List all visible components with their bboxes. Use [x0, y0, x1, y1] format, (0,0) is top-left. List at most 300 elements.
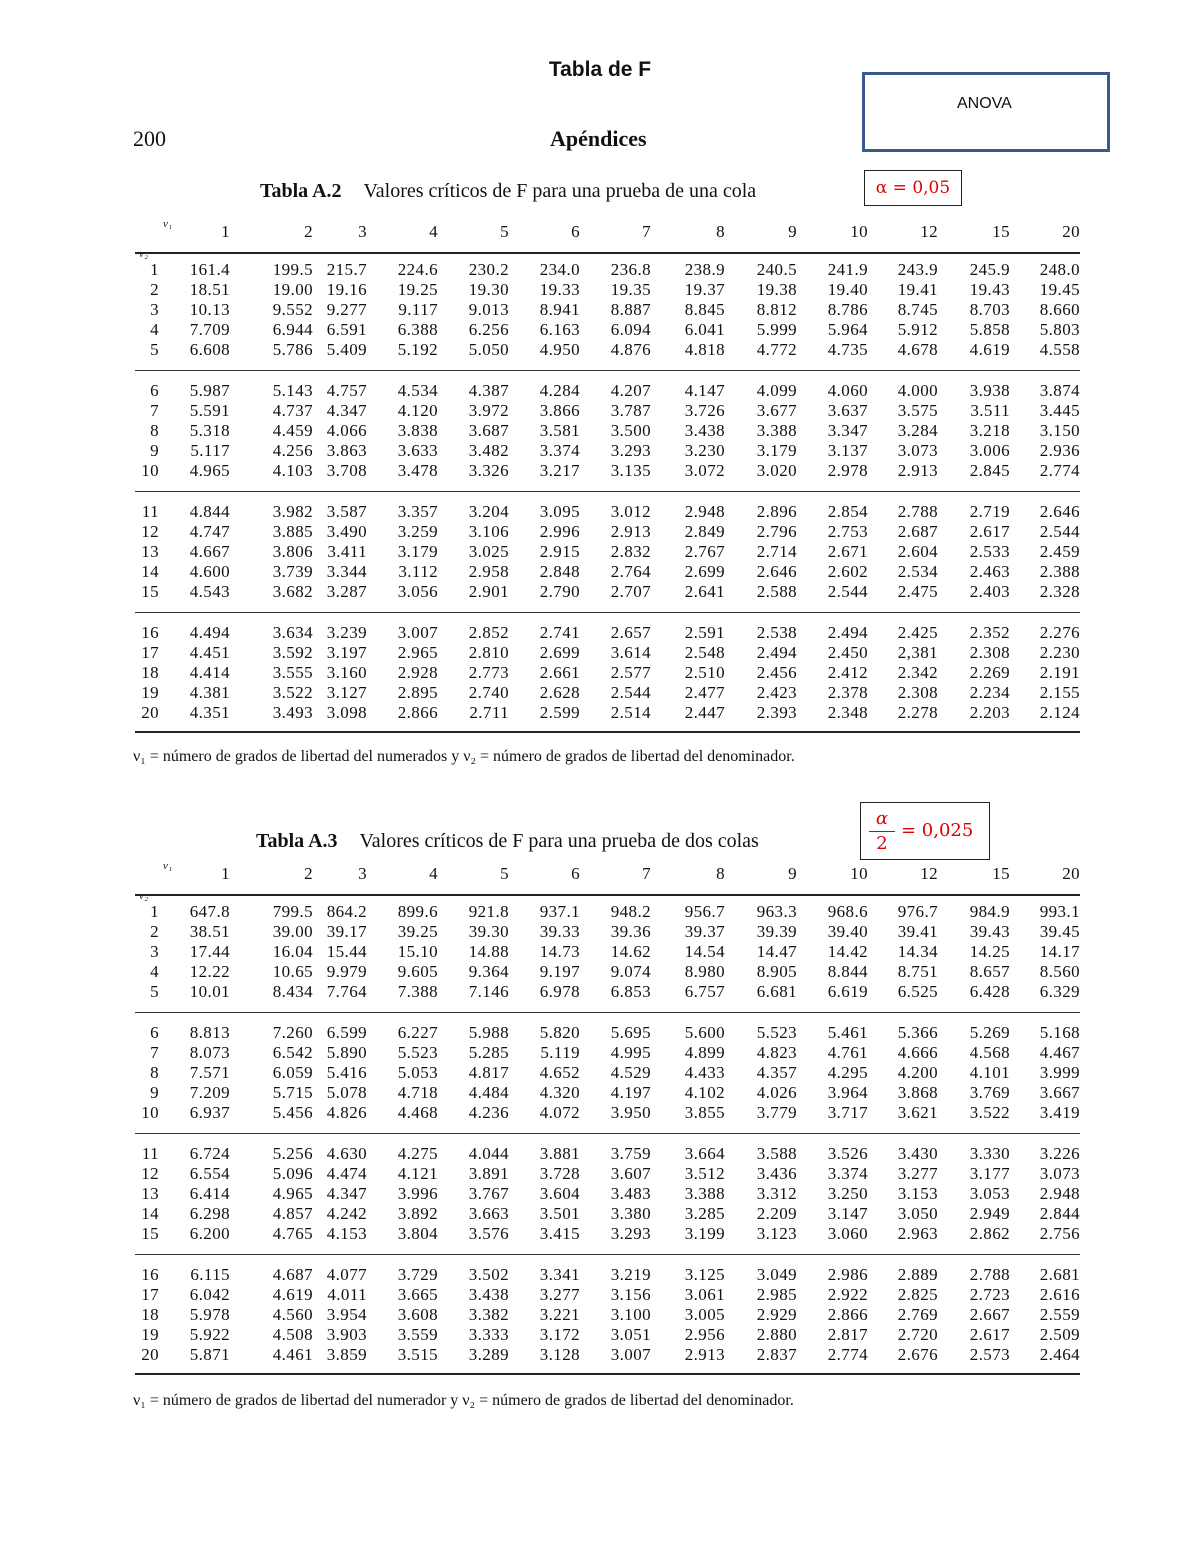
table-row — [135, 542, 1080, 562]
table-cell: 3.150 — [1039, 421, 1080, 440]
table-cell: 2.538 — [756, 623, 797, 642]
table-cell: 3.388 — [684, 1184, 725, 1203]
table-cell: 3.483 — [610, 1184, 651, 1203]
table-cell: 6.428 — [969, 982, 1010, 1001]
table-cell: 5.256 — [272, 1144, 313, 1163]
table-cell: 2.573 — [969, 1345, 1010, 1364]
row-label: 13 — [141, 1184, 159, 1203]
table-cell: 3.217 — [539, 461, 580, 480]
row-label: 19 — [141, 683, 159, 702]
group-divider — [135, 1254, 1080, 1255]
table-cell: 3.739 — [272, 562, 313, 581]
alpha-numerator: α — [875, 808, 889, 829]
table-row — [135, 1063, 1080, 1083]
table-cell: 2.591 — [684, 623, 725, 642]
table-cell: 10.13 — [189, 300, 230, 319]
table-cell: 3.312 — [756, 1184, 797, 1203]
table-a3-caption-text: Valores críticos de F para una prueba de dos colas — [359, 830, 759, 852]
table-cell: 4.451 — [189, 643, 230, 662]
table-a2-footnote: ν₁ = número de grados de libertad del numerados y ν₂ = número de grados de libertad del denominador. — [133, 748, 795, 765]
table-cell: 8.812 — [756, 300, 797, 319]
table-row — [135, 381, 1080, 401]
table-cell: 4.099 — [756, 381, 797, 400]
table-cell: 4.433 — [684, 1063, 725, 1082]
table-cell: 2.756 — [1039, 1224, 1080, 1243]
table-cell: 7.209 — [189, 1083, 230, 1102]
table-cell: 4.295 — [827, 1063, 868, 1082]
table-cell: 5.999 — [756, 320, 797, 339]
table-cell: 3.179 — [756, 441, 797, 460]
table-row — [135, 340, 1080, 360]
table-cell: 3.289 — [468, 1345, 509, 1364]
table-cell: 2.711 — [469, 703, 509, 722]
table-row — [135, 643, 1080, 663]
table-cell: 240.5 — [756, 260, 797, 279]
table-cell: 2.796 — [756, 522, 797, 541]
table-cell: 3.007 — [397, 623, 438, 642]
table-cell: 993.1 — [1039, 902, 1080, 921]
column-header: 20 — [1062, 864, 1080, 883]
table-cell: 6.329 — [1039, 982, 1080, 1001]
table-cell: 3.522 — [272, 683, 313, 702]
table-cell: 8.745 — [897, 300, 938, 319]
table-cell: 8.751 — [897, 962, 938, 981]
table-cell: 3.127 — [326, 683, 367, 702]
table-cell: 4.153 — [326, 1224, 367, 1243]
table-cell: 15.44 — [326, 942, 367, 961]
table-cell: 3.634 — [272, 623, 313, 642]
table-cell: 3.855 — [684, 1103, 725, 1122]
table-cell: 3.664 — [684, 1144, 725, 1163]
table-cell: 5.318 — [189, 421, 230, 440]
table-cell: 19.16 — [326, 280, 367, 299]
table-cell: 2.769 — [897, 1305, 938, 1324]
table-cell: 3.153 — [897, 1184, 938, 1203]
table-cell: 243.9 — [897, 260, 938, 279]
row-label: 2 — [150, 922, 159, 941]
table-cell: 39.37 — [684, 922, 725, 941]
table-cell: 4.857 — [272, 1204, 313, 1223]
table-cell: 6.042 — [189, 1285, 230, 1304]
table-cell: 4.347 — [326, 401, 367, 420]
table-cell: 3.891 — [468, 1164, 509, 1183]
table-cell: 3.787 — [610, 401, 651, 420]
table-cell: 3.604 — [539, 1184, 580, 1203]
table-cell: 968.6 — [827, 902, 868, 921]
table-cell: 6.414 — [189, 1184, 230, 1203]
table-cell: 15.10 — [397, 942, 438, 961]
table-cell: 3.436 — [756, 1164, 797, 1183]
table-cell: 2.889 — [897, 1265, 938, 1284]
table-cell: 3.522 — [969, 1103, 1010, 1122]
table-cell: 2.699 — [539, 643, 580, 662]
table-cell: 4.508 — [272, 1325, 313, 1344]
table-a2 — [135, 218, 1080, 733]
table-cell: 2.866 — [827, 1305, 868, 1324]
table-cell: 984.9 — [969, 902, 1010, 921]
row-label: 17 — [141, 643, 159, 662]
table-cell: 39.00 — [272, 922, 313, 941]
table-row — [135, 300, 1080, 320]
table-cell: 3.230 — [684, 441, 725, 460]
row-label: 4 — [150, 320, 159, 339]
table-cell: 6.542 — [272, 1043, 313, 1062]
bottom-rule — [135, 731, 1080, 733]
table-row — [135, 1265, 1080, 1285]
table-cell: 4.965 — [189, 461, 230, 480]
table-cell: 4.060 — [827, 381, 868, 400]
table-a3-label: Tabla A.3 — [256, 830, 338, 852]
table-cell: 2.720 — [897, 1325, 938, 1344]
table-cell: 4.876 — [610, 340, 651, 359]
column-header: 20 — [1062, 222, 1080, 241]
table-cell: 3.007 — [610, 1345, 651, 1364]
column-header: 7 — [642, 864, 651, 883]
row-label: 18 — [141, 1305, 159, 1324]
table-cell: 2.617 — [969, 522, 1010, 541]
table-cell: 8.844 — [827, 962, 868, 981]
table-cell: 8.560 — [1039, 962, 1080, 981]
nu1-label: ν₁ — [163, 860, 173, 872]
table-cell: 2.308 — [897, 683, 938, 702]
column-header: 6 — [571, 864, 580, 883]
table-cell: 4.103 — [272, 461, 313, 480]
table-cell: 224.6 — [397, 260, 438, 279]
table-cell: 2.741 — [539, 623, 580, 642]
table-cell: 9.979 — [326, 962, 367, 981]
table-cell: 39.41 — [897, 922, 938, 941]
table-cell: 4.207 — [610, 381, 651, 400]
table-cell: 3.892 — [397, 1204, 438, 1223]
table-cell: 3.874 — [1039, 381, 1080, 400]
table-cell: 4.560 — [272, 1305, 313, 1324]
table-cell: 5.600 — [684, 1023, 725, 1042]
table-cell: 2.230 — [1039, 643, 1080, 662]
table-cell: 921.8 — [468, 902, 509, 921]
table-cell: 7.571 — [189, 1063, 230, 1082]
table-cell: 4.044 — [468, 1144, 509, 1163]
table-cell: 2.848 — [539, 562, 580, 581]
table-cell: 3.982 — [272, 502, 313, 521]
table-cell: 3.221 — [539, 1305, 580, 1324]
table-row — [135, 582, 1080, 602]
table-cell: 5.192 — [397, 340, 438, 359]
row-label: 10 — [141, 461, 159, 480]
column-header: 6 — [571, 222, 580, 241]
table-cell: 899.6 — [397, 902, 438, 921]
table-cell: 4.818 — [684, 340, 725, 359]
table-cell: 2.832 — [610, 542, 651, 561]
row-label: 4 — [150, 962, 159, 981]
row-label: 8 — [150, 1063, 159, 1082]
table-cell: 2.534 — [897, 562, 938, 581]
table-cell: 3.277 — [539, 1285, 580, 1304]
column-header: 2 — [304, 222, 313, 241]
table-cell: 9.013 — [468, 300, 509, 319]
row-label: 16 — [141, 623, 159, 642]
group-divider — [135, 1133, 1080, 1134]
table-cell: 19.37 — [684, 280, 725, 299]
table-cell: 2.915 — [539, 542, 580, 561]
table-cell: 2,381 — [897, 643, 938, 662]
row-label: 2 — [150, 280, 159, 299]
table-cell: 5.820 — [539, 1023, 580, 1042]
row-label: 17 — [141, 1285, 159, 1304]
alpha-denominator: 2 — [876, 833, 888, 854]
table-cell: 2.388 — [1039, 562, 1080, 581]
table-cell: 2.849 — [684, 522, 725, 541]
table-cell: 2.617 — [969, 1325, 1010, 1344]
table-cell: 199.5 — [272, 260, 313, 279]
anova-label: ANOVA — [957, 95, 1012, 112]
table-cell: 2.753 — [827, 522, 868, 541]
table-cell: 2.896 — [756, 502, 797, 521]
table-cell: 19.41 — [897, 280, 938, 299]
table-cell: 3.020 — [756, 461, 797, 480]
table-cell: 39.30 — [468, 922, 509, 941]
table-cell: 5.987 — [189, 381, 230, 400]
table-cell: 8.980 — [684, 962, 725, 981]
table-cell: 2.996 — [539, 522, 580, 541]
table-cell: 2.269 — [969, 663, 1010, 682]
header-rule — [135, 894, 1080, 896]
row-label: 7 — [150, 1043, 159, 1062]
table-row — [135, 1043, 1080, 1063]
table-cell: 3.177 — [969, 1164, 1010, 1183]
table-cell: 2.862 — [969, 1224, 1010, 1243]
table-cell: 3.614 — [610, 643, 651, 662]
table-cell: 4.474 — [326, 1164, 367, 1183]
table-row — [135, 280, 1080, 300]
table-cell: 4.414 — [189, 663, 230, 682]
table-cell: 2.986 — [827, 1265, 868, 1284]
table-cell: 4.950 — [539, 340, 580, 359]
table-cell: 3.838 — [397, 421, 438, 440]
table-cell: 3.259 — [397, 522, 438, 541]
column-header: 3 — [358, 222, 367, 241]
column-header: 5 — [500, 222, 509, 241]
table-cell: 4.543 — [189, 582, 230, 601]
row-label: 19 — [141, 1325, 159, 1344]
nu2-label: ν₂ — [139, 248, 149, 260]
column-header: 9 — [788, 222, 797, 241]
table-cell: 4.718 — [397, 1083, 438, 1102]
alpha-value: = 0,025 — [901, 820, 974, 841]
row-label: 14 — [141, 1204, 159, 1223]
table-cell: 4.468 — [397, 1103, 438, 1122]
table-cell: 38.51 — [189, 922, 230, 941]
table-cell: 3.137 — [827, 441, 868, 460]
table-cell: 2.774 — [1039, 461, 1080, 480]
alpha-box-one-tail: α = 0,05 — [864, 170, 962, 206]
table-cell: 39.36 — [610, 922, 651, 941]
table-row — [135, 962, 1080, 982]
table-cell: 9.364 — [468, 962, 509, 981]
table-cell: 4.747 — [189, 522, 230, 541]
table-cell: 4.461 — [272, 1345, 313, 1364]
column-header: 7 — [642, 222, 651, 241]
table-cell: 3.438 — [468, 1285, 509, 1304]
table-cell: 2.774 — [827, 1345, 868, 1364]
table-cell: 4.823 — [756, 1043, 797, 1062]
table-cell: 4.200 — [897, 1063, 938, 1082]
table-cell: 39.25 — [397, 922, 438, 941]
table-cell: 2.723 — [969, 1285, 1010, 1304]
table-cell: 17.44 — [189, 942, 230, 961]
table-cell: 2.767 — [684, 542, 725, 561]
table-cell: 6.298 — [189, 1204, 230, 1223]
table-cell: 2.348 — [827, 703, 868, 722]
table-cell: 5.053 — [397, 1063, 438, 1082]
group-divider — [135, 612, 1080, 613]
table-cell: 4.387 — [468, 381, 509, 400]
table-cell: 19.30 — [468, 280, 509, 299]
table-cell: 215.7 — [326, 260, 367, 279]
table-cell: 2.278 — [897, 703, 938, 722]
row-label: 7 — [150, 401, 159, 420]
table-cell: 2.963 — [897, 1224, 938, 1243]
column-header: 9 — [788, 864, 797, 883]
table-cell: 14.34 — [897, 942, 938, 961]
table-cell: 2.447 — [684, 703, 725, 722]
column-header: 2 — [304, 864, 313, 883]
table-cell: 3.125 — [684, 1265, 725, 1284]
table-cell: 4.102 — [684, 1083, 725, 1102]
table-cell: 236.8 — [610, 260, 651, 279]
row-label: 20 — [141, 703, 159, 722]
table-cell: 5.050 — [468, 340, 509, 359]
header-rule — [135, 252, 1080, 254]
table-cell: 6.525 — [897, 982, 938, 1001]
table-cell: 2.403 — [969, 582, 1010, 601]
table-cell: 2.866 — [397, 703, 438, 722]
table-cell: 5.078 — [326, 1083, 367, 1102]
table-cell: 5.591 — [189, 401, 230, 420]
table-cell: 6.937 — [189, 1103, 230, 1122]
table-cell: 3.284 — [897, 421, 938, 440]
table-cell: 4.737 — [272, 401, 313, 420]
table-cell: 5.523 — [397, 1043, 438, 1062]
nu2-label: ν₂ — [139, 890, 149, 902]
table-cell: 5.786 — [272, 340, 313, 359]
table-cell: 5.143 — [272, 381, 313, 400]
table-cell: 2.810 — [468, 643, 509, 662]
table-row — [135, 1204, 1080, 1224]
table-cell: 2.577 — [610, 663, 651, 682]
table-cell: 6.227 — [397, 1023, 438, 1042]
table-cell: 2.155 — [1039, 683, 1080, 702]
table-cell: 3.100 — [610, 1305, 651, 1324]
table-cell: 3.868 — [897, 1083, 938, 1102]
table-cell: 4.236 — [468, 1103, 509, 1122]
table-cell: 3.344 — [326, 562, 367, 581]
table-cell: 3.005 — [684, 1305, 725, 1324]
table-cell: 5.922 — [189, 1325, 230, 1344]
table-cell: 5.117 — [190, 441, 230, 460]
table-cell: 7.146 — [468, 982, 509, 1001]
table-cell: 10.01 — [189, 982, 230, 1001]
table-cell: 2.788 — [969, 1265, 1010, 1284]
table-cell: 3.576 — [468, 1224, 509, 1243]
table-cell: 5.119 — [540, 1043, 580, 1062]
row-group — [135, 260, 1080, 360]
table-cell: 3.073 — [897, 441, 938, 460]
table-cell: 3.156 — [610, 1285, 651, 1304]
column-header: 4 — [429, 864, 438, 883]
table-cell: 8.657 — [969, 962, 1010, 981]
row-label: 5 — [150, 982, 159, 1001]
table-cell: 6.388 — [397, 320, 438, 339]
table-cell: 19.33 — [539, 280, 580, 299]
table-cell: 5.978 — [189, 1305, 230, 1324]
table-cell: 6.944 — [272, 320, 313, 339]
table-cell: 2.922 — [827, 1285, 868, 1304]
table-cell: 4.077 — [326, 1265, 367, 1284]
table-cell: 3.239 — [326, 623, 367, 642]
table-cell: 2.514 — [610, 703, 651, 722]
table-cell: 2.533 — [969, 542, 1010, 561]
table-cell: 2.412 — [827, 663, 868, 682]
table-cell: 5.858 — [969, 320, 1010, 339]
table-row — [135, 1144, 1080, 1164]
bottom-rule — [135, 1373, 1080, 1375]
table-cell: 14.42 — [827, 942, 868, 961]
table-cell: 234.0 — [539, 260, 580, 279]
table-cell: 956.7 — [684, 902, 725, 921]
table-cell: 3.051 — [610, 1325, 651, 1344]
table-cell: 6.115 — [190, 1265, 230, 1284]
column-header: 4 — [429, 222, 438, 241]
table-cell: 3.382 — [468, 1305, 509, 1324]
row-label: 6 — [150, 381, 159, 400]
column-header: 3 — [358, 864, 367, 883]
table-cell: 3.445 — [1039, 401, 1080, 420]
table-cell: 3.204 — [468, 502, 509, 521]
table-cell: 2.475 — [897, 582, 938, 601]
column-header: 5 — [500, 864, 509, 883]
table-row — [135, 1305, 1080, 1325]
table-cell: 4.256 — [272, 441, 313, 460]
table-cell: 2.548 — [684, 643, 725, 662]
table-cell: 5.523 — [756, 1023, 797, 1042]
table-cell: 4.072 — [539, 1103, 580, 1122]
table-cell: 4.121 — [397, 1164, 438, 1183]
table-cell: 7.764 — [326, 982, 367, 1001]
table-cell: 2.342 — [897, 663, 938, 682]
table-cell: 4.826 — [326, 1103, 367, 1122]
group-divider — [135, 1012, 1080, 1013]
table-cell: 3.374 — [539, 441, 580, 460]
table-cell: 9.074 — [610, 962, 651, 981]
table-cell: 2.423 — [756, 683, 797, 702]
table-cell: 8.887 — [610, 300, 651, 319]
table-cell: 4.357 — [756, 1063, 797, 1082]
table-cell: 4.678 — [897, 340, 938, 359]
table-cell: 3.575 — [897, 401, 938, 420]
alpha-fraction — [869, 809, 895, 854]
table-cell: 4.529 — [610, 1063, 651, 1082]
table-cell: 3.999 — [1039, 1063, 1080, 1082]
table-cell: 4.765 — [272, 1224, 313, 1243]
table-cell: 4.995 — [610, 1043, 651, 1062]
table-cell: 7.388 — [397, 982, 438, 1001]
table-cell: 3.607 — [610, 1164, 651, 1183]
table-cell: 4.600 — [189, 562, 230, 581]
table-cell: 2.837 — [756, 1345, 797, 1364]
table-row — [135, 562, 1080, 582]
table-cell: 5.409 — [326, 340, 367, 359]
table-cell: 5.695 — [610, 1023, 651, 1042]
